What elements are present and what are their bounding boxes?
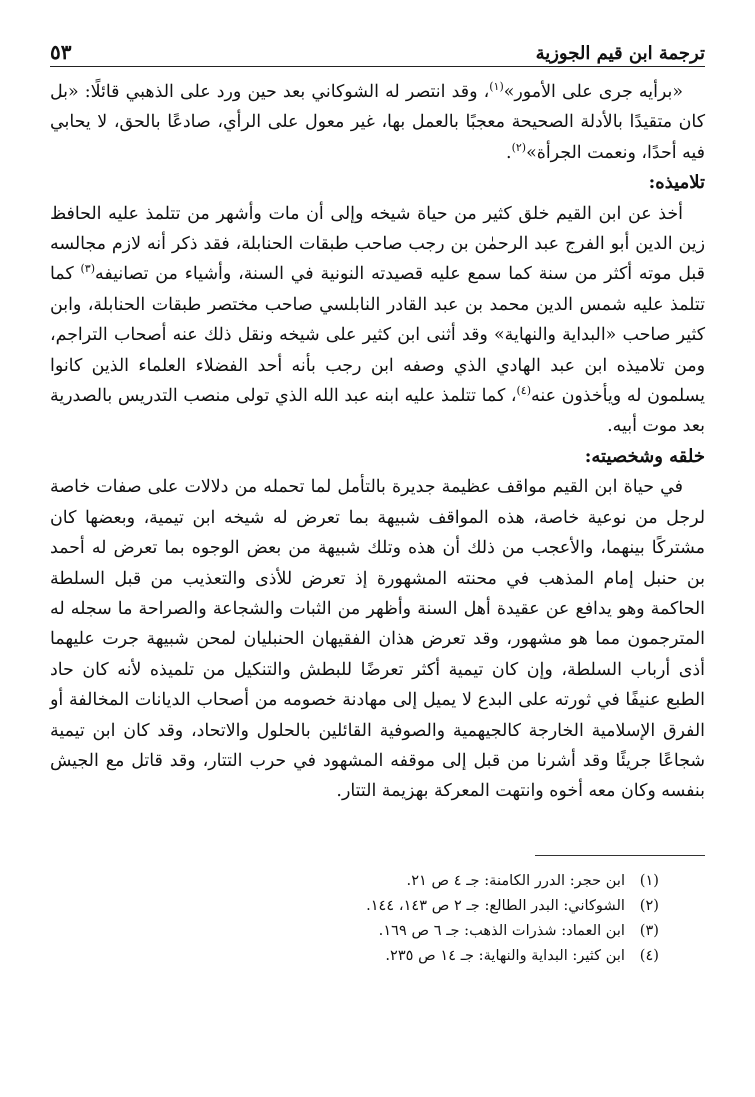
footnote-text: ابن حجر: الدرر الكامنة: جـ ٤ ص ٢١. (406, 871, 625, 889)
footnote-text: ابن العماد: شذرات الذهب: جـ ٦ ص ١٦٩. (378, 921, 625, 939)
page-number: ٥٣ (50, 40, 72, 64)
intro-text-a: «برأيه جرى على الأمور» (503, 82, 683, 102)
character-heading: خلقه وشخصيته: (584, 445, 705, 467)
footnote-item (50, 868, 659, 893)
footnote-ref-3: (٣) (80, 262, 96, 276)
students-paragraph (50, 199, 705, 442)
students-text-c: ، كما تتلمذ عليه ابنه عبد الله الذي تولى منصب التدريس بالصدرية بعد موت أبيه. (50, 386, 705, 437)
footnote-ref-2: (٢) (511, 141, 527, 155)
students-text-a: أخذ عن ابن القيم خلق كثير من حياة شيخه وإلى أن مات وأشهر من تتلمذ عليه الحافظ زين الدين أبو الفرج عبد الرحمٰن بن رجب صاحب طبقات الحنابلة، فقد ذكر أنه لازم مجالسه قبل موته أكثر من سنة كما سمع عليه قصيدته النونية في السنة، وأشياء من تصانيفه (50, 203, 705, 285)
footnote-number: (١) (639, 871, 659, 889)
intro-text-c: . (506, 142, 512, 163)
footnote-text: ابن كثير: البداية والنهاية: جـ ١٤ ص ٢٣٥. (385, 946, 625, 964)
intro-paragraph (50, 77, 705, 168)
footnote-ref-1: (١) (489, 80, 504, 94)
footnote-text: الشوكاني: البدر الطالع: جـ ٢ ص ١٤٣، ١٤٤. (366, 896, 625, 914)
footnote-number: (٤) (639, 946, 659, 964)
main-text (50, 77, 705, 807)
footnote-item (50, 943, 659, 968)
students-text-b: كما تتلمذ عليه شمس الدين محمد بن عبد القادر النابلسي صاحب مختصر طبقات الحنابلة، وابن كثير صاحب «البداية والنهاية» وقد أثنى ابن كثير على شيخه ونقل ذلك عنه أصحاب التراجم، ومن تلاميذه ابن عبد الهادي الذي وصفه ابن رجب بأنه أحد الفضلاء العلماء الذين كانوا يسلمون له ويأخذون عنه (50, 264, 705, 407)
character-paragraph: في حياة ابن القيم مواقف عظيمة جديرة بالتأمل لما تحمله من دلالات على صفات خاصة لرجل من نوعية خاصة، هذه المواقف شبيهة بما تعرض له شيخه ابن تيمية، وبعضها كان مشتركًا بينهما، والأعجب من ذلك أن هذه وتلك شبيهة من بعض الوجوه بما تعرض له أحمد بن حنبل إمام المذهب في محنته المشهورة إذ تعرض للأذى والتعذيب من قبل السلطة الحاكمة وهو يدافع عن عقيدة أهل السنة وأظهر من الثبات والشجاعة والصراحة ما سجله له المترجمون مما هو مشهور، وقد تعرض هذان الفقيهان الحنبليان لمحن شبيهة جرت عليهما أذى أرباب السلطة، وإن كان تيمية أكثر تعرضًا للبطش والتنكيل من تلميذه لأنه كان حاد الطبع عنيفًا في ثورته على البدع لا يميل إلى مهادنة خصومه من أصحاب الديانات المخالفة أو الفرق الإسلامية الخارجة كالجيهمية والصوفية القائلين بالحلول والاتحاد، وقد كان ابن تيمية شجاعًا جريئًا وقد أشرنا من قبل إلى موقفه المشهود في حرب التتار، وقد قاتل مع الجيش بنفسه وكان معه أخوه وانتهت المعركة بهزيمة التتار. (50, 477, 706, 802)
book-page (50, 30, 705, 1070)
footnote-ref-4: (٤) (516, 384, 532, 398)
footnote-number: (٣) (639, 921, 659, 939)
intro-text-b: ، وقد انتصر له الشوكاني بعد حين ورد على الذهبي قائلًا: «بل كان متقيدًا بالأدلة الصحيحة معجبًا بالعمل بها، غير معول على الرأي، صادعًا بالحق، لا يحابي فيه أحدًا، ونعمت الجرأة» (50, 82, 705, 163)
page-header (50, 30, 705, 67)
footnotes (50, 868, 705, 968)
running-title: ترجمة ابن قيم الجوزية (535, 43, 705, 64)
footnote-item (50, 893, 659, 918)
footnote-divider (535, 855, 705, 856)
footnote-item (50, 918, 659, 943)
students-heading: تلاميذه: (648, 172, 705, 194)
footnote-number: (٢) (639, 896, 659, 914)
